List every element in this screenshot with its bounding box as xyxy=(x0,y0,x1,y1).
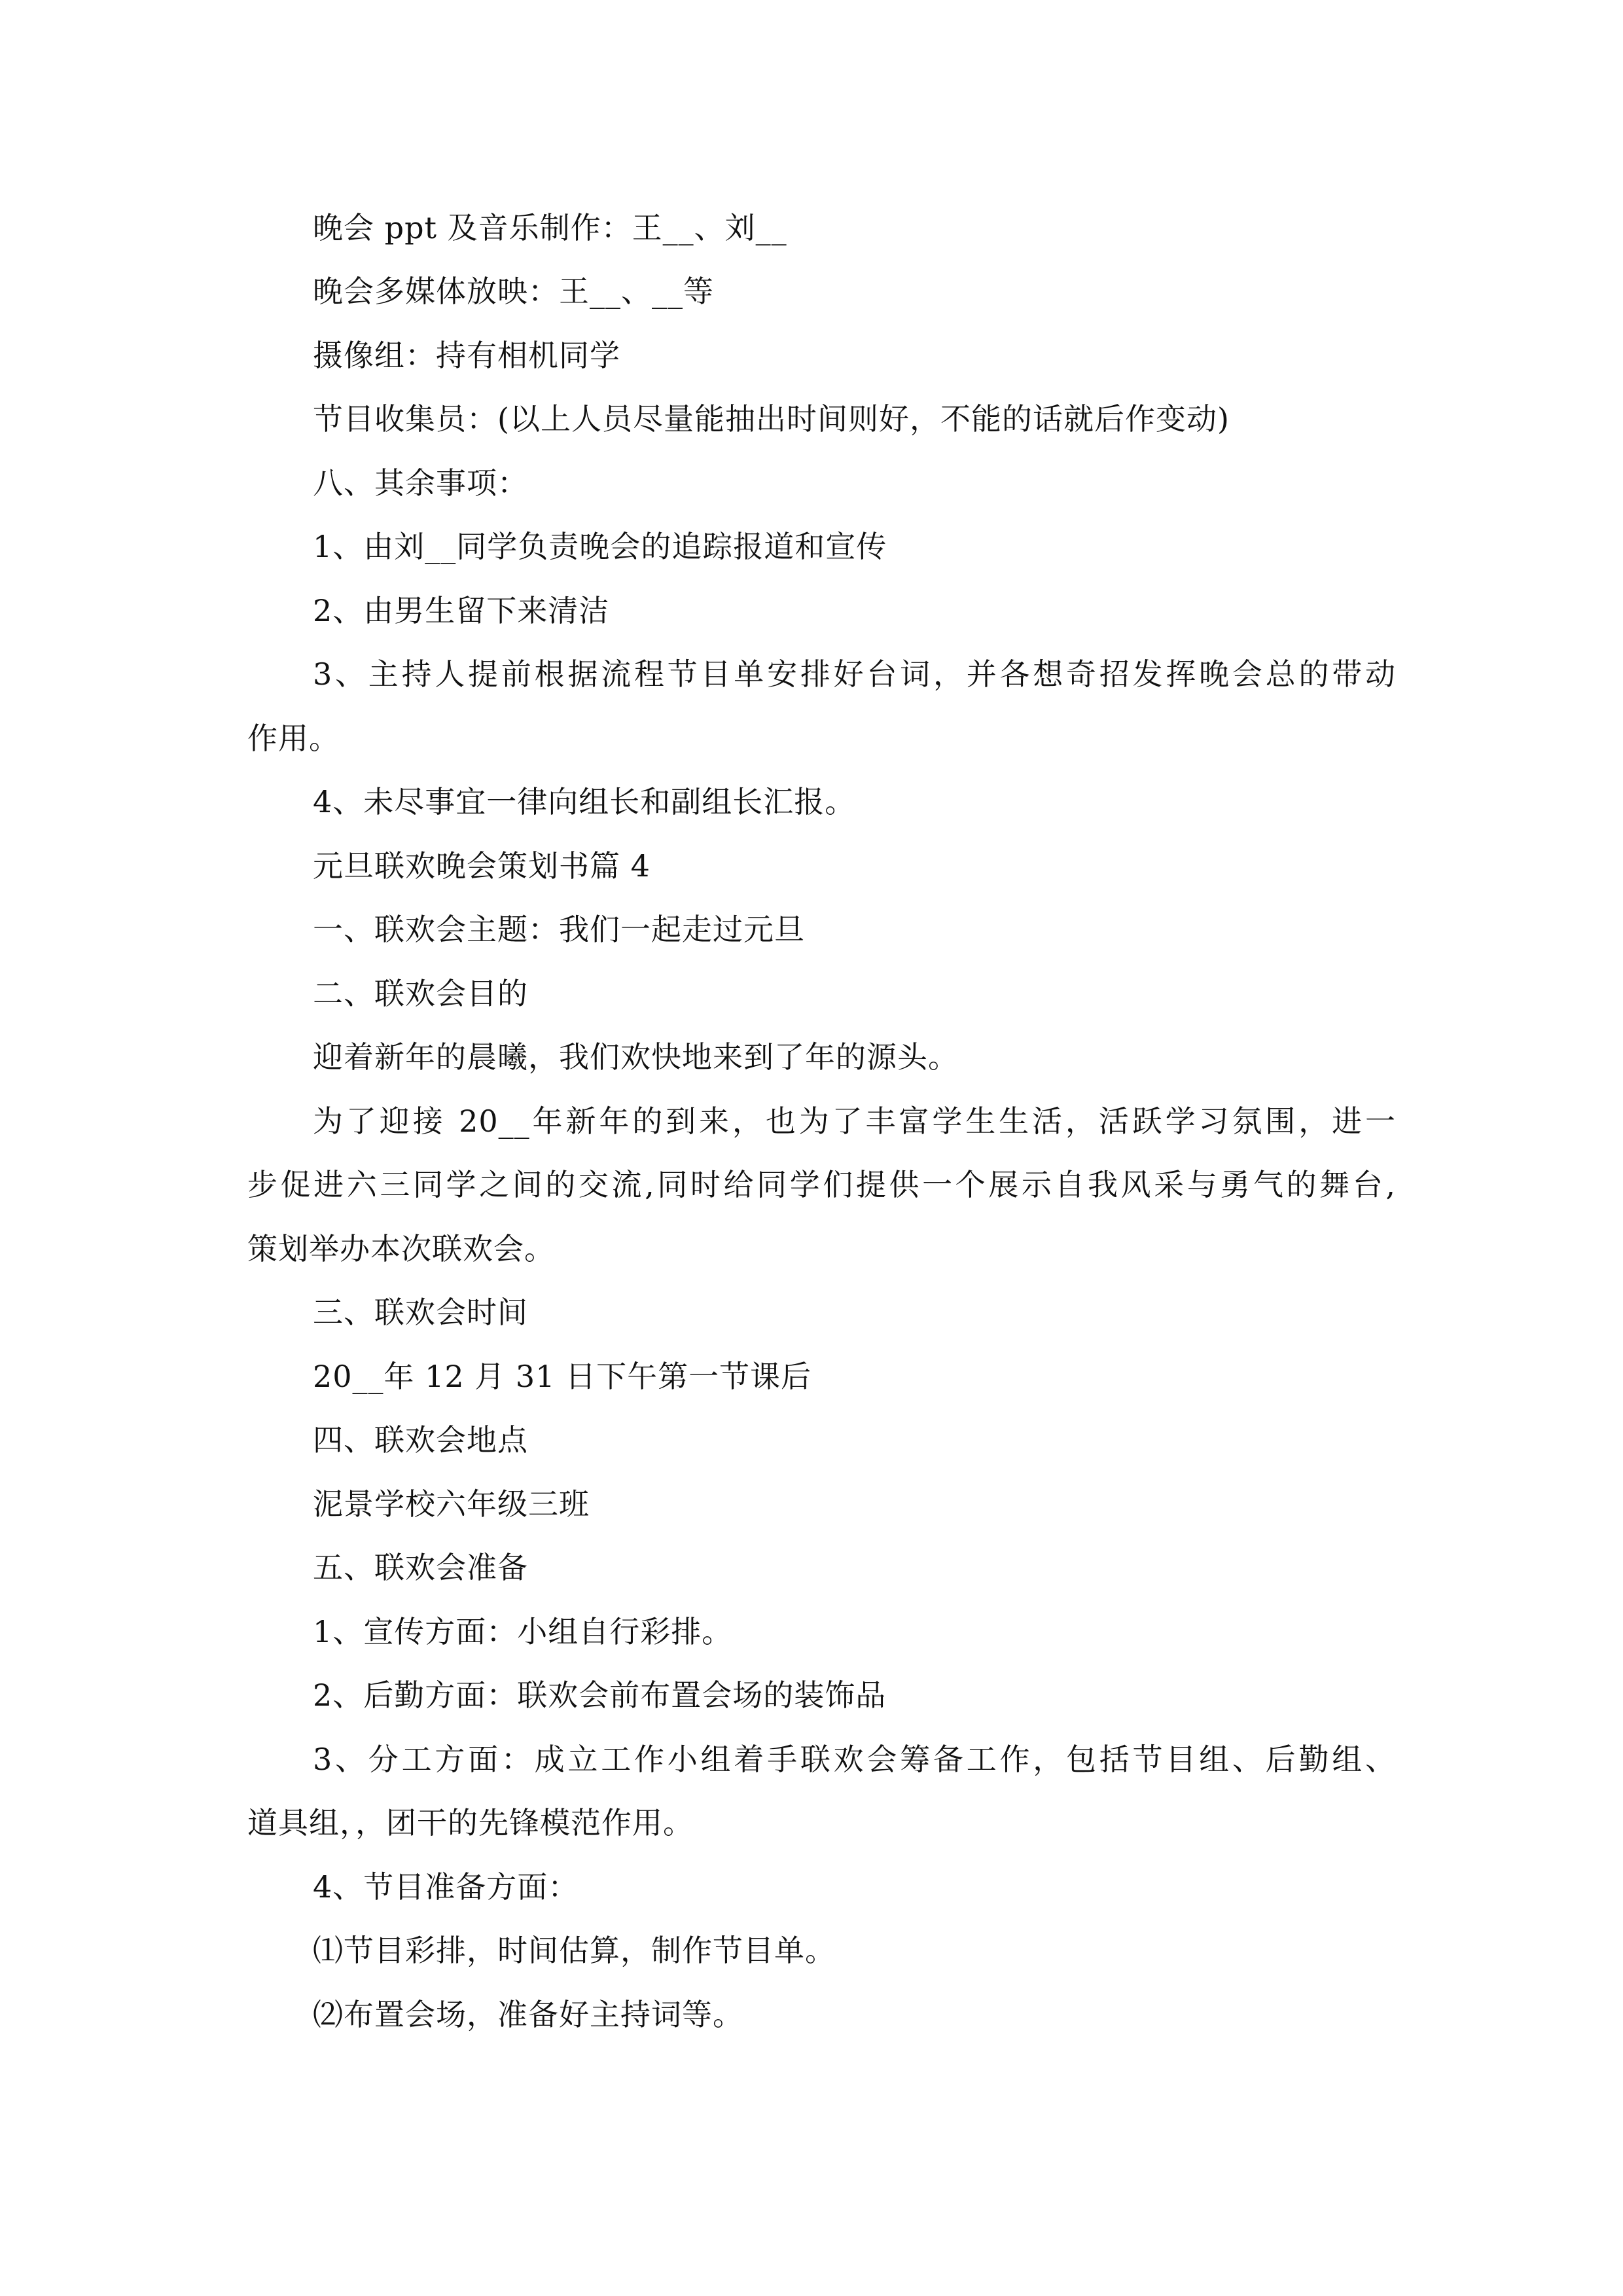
text-line: 道具组，，团干的先锋模范作用。 xyxy=(247,1805,694,1840)
text-line: ⑵布置会场，准备好主持词等。 xyxy=(313,1997,743,2032)
text-line: 步促进六三同学之间的交流,同时给同学们提供一个展示自我风采与勇气的舞台, xyxy=(247,1167,1396,1202)
text-line: 3、分工方面：成立工作小组着手联欢会筹备工作，包括节目组、后勤组、 xyxy=(313,1742,1396,1777)
text-line: 节目收集员：(以上人员尽量能抽出时间则好，不能的话就后作变动) xyxy=(313,401,1230,437)
text-line: 2、后勤方面：联欢会前布置会场的装饰品 xyxy=(313,1677,887,1713)
text-line: 20__年 12 月 31 日下午第一节课后 xyxy=(313,1359,812,1394)
text-line: 迎着新年的晨曦，我们欢快地来到了年的源头。 xyxy=(313,1039,959,1075)
text-line: 策划举办本次联欢会。 xyxy=(247,1231,555,1266)
text-line: 泥景学校六年级三班 xyxy=(313,1486,590,1522)
section-heading: 三、联欢会时间 xyxy=(313,1295,528,1330)
text-line: ⑴节目彩排，时间估算，制作节目单。 xyxy=(313,1933,836,1968)
section-heading: 二、联欢会目的 xyxy=(313,976,528,1011)
text-line: 晚会多媒体放映：王__、__等 xyxy=(313,274,714,309)
section-heading: 一、联欢会主题：我们一起走过元旦 xyxy=(313,912,805,947)
text-line: 作用。 xyxy=(247,721,340,756)
text-line: 3、主持人提前根据流程节目单安排好台词，并各想奇招发挥晚会总的带动 xyxy=(313,656,1396,692)
text-line: 4、节目准备方面： xyxy=(313,1869,579,1905)
text-line: 2、由男生留下来清洁 xyxy=(313,593,610,628)
section-heading: 四、联欢会地点 xyxy=(313,1422,528,1458)
document-title: 元旦联欢晚会策划书篇 4 xyxy=(313,848,651,884)
text-line: 晚会 ppt 及音乐制作：王__、刘__ xyxy=(313,210,787,245)
section-heading: 五、联欢会准备 xyxy=(313,1550,528,1585)
text-line: 1、由刘__同学负责晚会的追踪报道和宣传 xyxy=(313,529,887,564)
text-line: 为了迎接 20__年新年的到来，也为了丰富学生生活，活跃学习氛围，进一 xyxy=(313,1103,1396,1139)
section-heading: 八、其余事项： xyxy=(313,465,528,501)
text-line: 4、未尽事宜一律向组长和副组长汇报。 xyxy=(313,784,856,819)
text-line: 1、宣传方面：小组自行彩排。 xyxy=(313,1614,733,1649)
text-line: 摄像组：持有相机同学 xyxy=(313,338,620,373)
